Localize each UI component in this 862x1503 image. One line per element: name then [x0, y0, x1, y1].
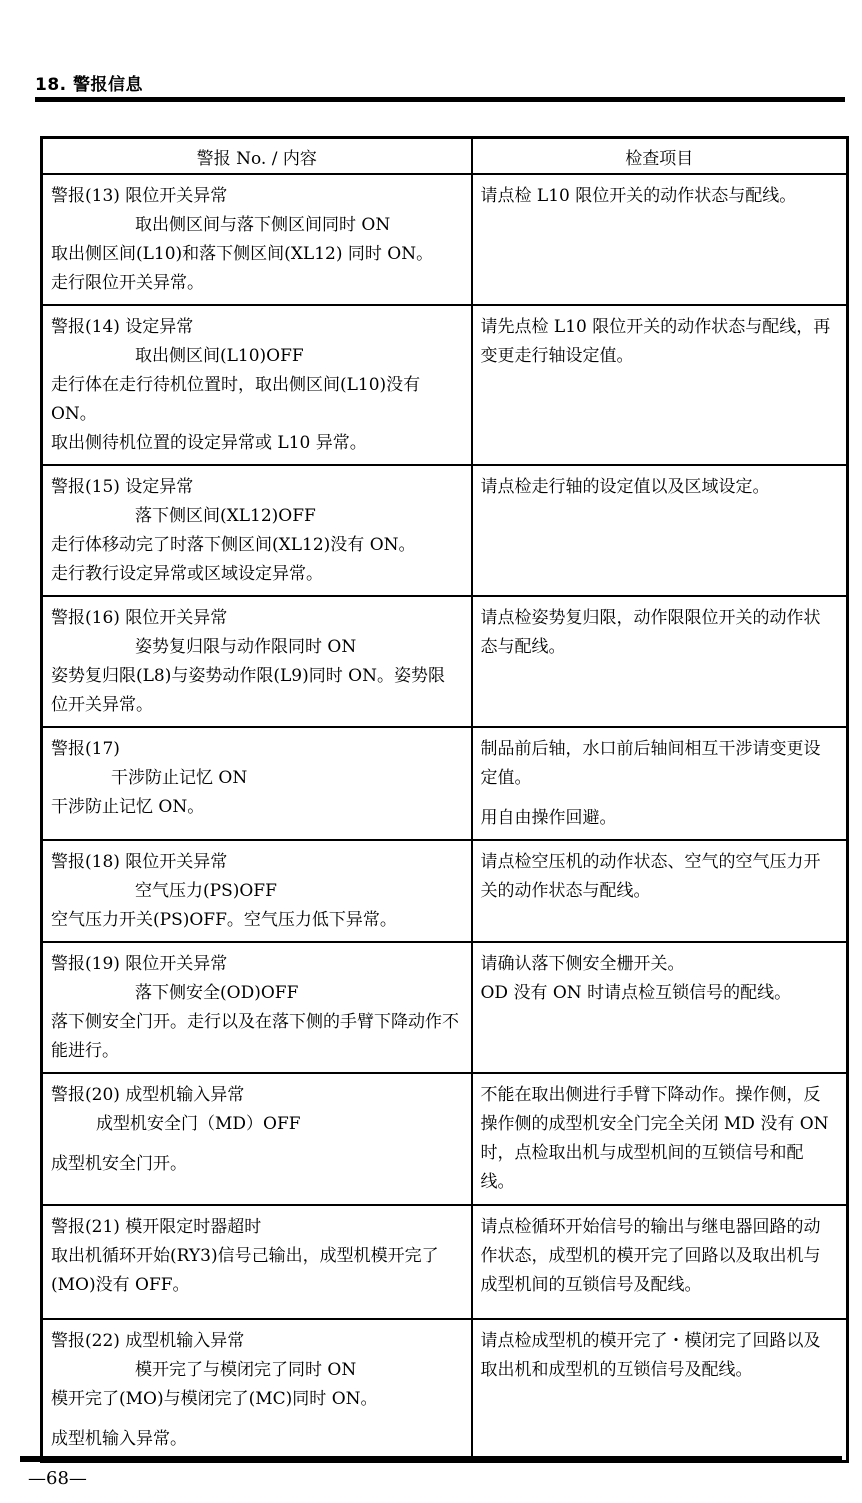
alarm-cell [42, 305, 472, 465]
text-line: 成型机安全门（MD）OFF [96, 1114, 301, 1134]
alarm-cell [42, 1319, 472, 1462]
text-line: 取出侧区间(L10)和落下侧区间(XL12) 同时 ON。 [51, 244, 434, 264]
text-line: 干涉防止记忆 ON。 [51, 797, 205, 817]
text-line: 落下侧安全(OD)OFF [135, 983, 299, 1003]
check-cell [472, 174, 848, 305]
text-line: 警报(21) 模开限定时器超时 [51, 1217, 262, 1237]
text-line: OD 没有 ON 时请点检互锁信号的配线。 [480, 983, 792, 1003]
alarm-cell [42, 1073, 472, 1205]
text-line: 姿势复归限(L8)与姿势动作限(L9)同时 ON。姿势限位开关异常。 [51, 666, 445, 715]
text-line: 取出侧待机位置的设定异常或 L10 异常。 [51, 433, 367, 453]
table-row [42, 305, 848, 465]
alarm-cell [42, 174, 472, 305]
text-line: 走行体移动完了时落下侧区间(XL12)没有 ON。 [51, 535, 416, 555]
text-line: 走行教行设定异常或区域设定异常。 [51, 564, 323, 584]
text-line: 请点检成型机的模开完了・模闭完了回路以及取出机和成型机的互锁信号及配线。 [480, 1331, 821, 1380]
text-line: 警报(14) 设定异常 [51, 317, 194, 337]
text-line: 警报(16) 限位开关异常 [51, 608, 228, 628]
text-line: 请点检 L10 限位开关的动作状态与配线。 [480, 186, 797, 206]
table-row [42, 1205, 848, 1319]
table-row [42, 596, 848, 727]
page-number: —68— [28, 1468, 87, 1489]
text-line: 姿势复归限与动作限同时 ON [135, 637, 357, 657]
text-line: 请先点检 L10 限位开关的动作状态与配线，再变更走行轴设定值。 [480, 317, 831, 366]
text-line: 请点检循环开始信号的输出与继电器回路的动作状态，成型机的模开完了回路以及取出机与成型机间的互锁信号及配线。 [480, 1217, 821, 1295]
text-line: 模开完了(MO)与模闭完了(MC)同时 ON。 [51, 1389, 378, 1409]
table-header-row [42, 138, 848, 175]
table-row [42, 840, 848, 942]
text-line: 请点检空压机的动作状态、空气的空气压力开关的动作状态与配线。 [480, 852, 821, 901]
text-line: 取出侧区间(L10)OFF [135, 346, 304, 366]
column-header-alarm: 警报 No. / 内容 [42, 138, 472, 175]
alarm-cell [42, 727, 472, 840]
text-line: 落下侧区间(XL12)OFF [135, 506, 316, 526]
text-line: 走行限位开关异常。 [51, 273, 204, 293]
text-line: 警报(18) 限位开关异常 [51, 852, 228, 872]
text-line: 用自由操作回避。 [480, 808, 617, 828]
text-line: 警报(22) 成型机输入异常 [51, 1331, 245, 1351]
check-cell [472, 727, 848, 840]
text-line: 干涉防止记忆 ON [111, 768, 248, 788]
text-line: 空气压力开关(PS)OFF。空气压力低下异常。 [51, 910, 397, 930]
text-line: 模开完了与模闭完了同时 ON [135, 1360, 357, 1380]
text-line: 请确认落下侧安全栅开关。 [480, 954, 685, 974]
alarm-cell [42, 942, 472, 1073]
text-line: 请点检走行轴的设定值以及区域设定。 [480, 477, 770, 497]
check-cell [472, 1319, 848, 1462]
section-title: 18. 警报信息 [35, 75, 144, 95]
alarm-cell [42, 465, 472, 596]
table-row [42, 465, 848, 596]
check-cell [472, 942, 848, 1073]
check-cell [472, 596, 848, 727]
text-line: 警报(15) 设定异常 [51, 477, 194, 497]
table-row [42, 942, 848, 1073]
check-cell [472, 305, 848, 465]
check-cell [472, 465, 848, 596]
text-line: 落下侧安全门开。走行以及在落下侧的手臂下降动作不能进行。 [51, 1012, 459, 1061]
alarm-cell [42, 1205, 472, 1319]
text-line: 制品前后轴，水口前后轴间相互干涉请变更设定值。 [480, 739, 821, 788]
text-line: 请点检姿势复归限，动作限限位开关的动作状态与配线。 [480, 608, 821, 657]
text-line: 成型机输入异常。 [51, 1429, 187, 1449]
alarm-table [40, 136, 849, 1463]
text-line: 走行体在走行待机位置时，取出侧区间(L10)没有 ON。 [51, 375, 421, 424]
text-line: 成型机安全门开。 [51, 1154, 187, 1174]
column-header-check: 检查项目 [472, 138, 848, 175]
check-cell [472, 1073, 848, 1205]
alarm-cell [42, 840, 472, 942]
table-row [42, 1319, 848, 1462]
text-line: 空气压力(PS)OFF [135, 881, 277, 901]
check-cell [472, 840, 848, 942]
title-rule [35, 97, 845, 102]
table-row [42, 727, 848, 840]
footer-rule [20, 1456, 842, 1462]
text-line: 警报(13) 限位开关异常 [51, 186, 228, 206]
check-cell [472, 1205, 848, 1319]
text-line: 取出侧区间与落下侧区间同时 ON [135, 215, 391, 235]
text-line: 警报(20) 成型机输入异常 [51, 1085, 245, 1105]
text-line: 不能在取出侧进行手臂下降动作。操作侧，反操作侧的成型机安全门完全关闭 MD 没有 ON 时，点检取出机与成型机间的互锁信号和配线。 [480, 1085, 829, 1192]
table-row [42, 174, 848, 305]
alarm-cell [42, 596, 472, 727]
table-row [42, 1073, 848, 1205]
text-line: 取出机循环开始(RY3)信号己输出，成型机模开完了(MO)没有 OFF。 [51, 1246, 439, 1295]
text-line: 警报(19) 限位开关异常 [51, 954, 228, 974]
text-line: 警报(17) [51, 739, 120, 759]
